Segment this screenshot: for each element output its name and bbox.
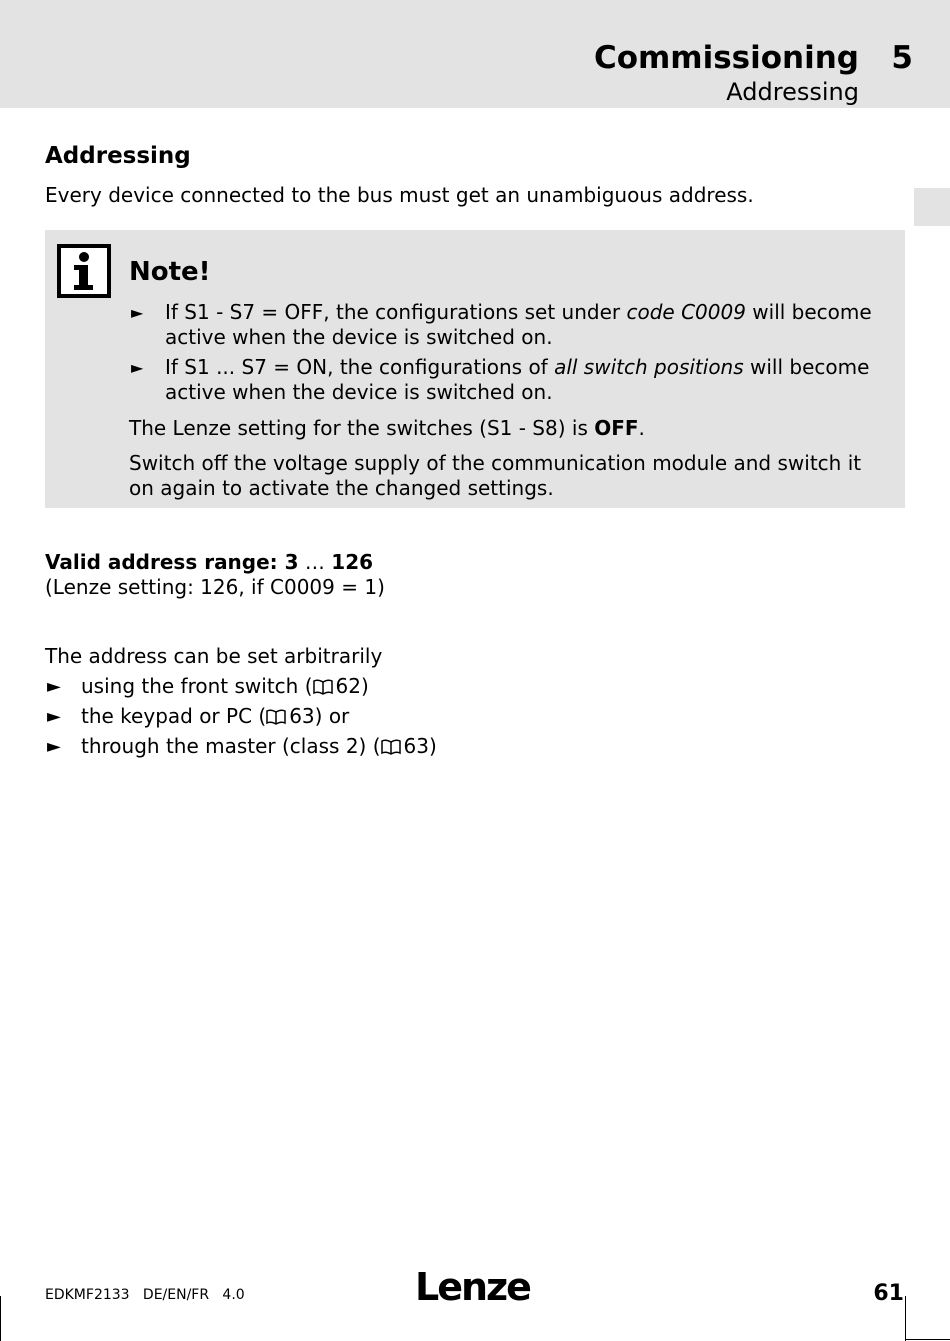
book-reference-icon: [381, 739, 401, 755]
address-methods-list: [45, 673, 437, 763]
chapter-number: 5: [891, 40, 913, 76]
chapter-subtitle: Addressing: [726, 78, 859, 106]
address-lenze-setting: (Lenze setting: 126, if C0009 = 1): [45, 575, 385, 599]
book-reference-icon: [313, 679, 333, 695]
chapter-side-tab: [914, 188, 950, 226]
note-switch-off: Switch off the voltage supply of the communication module and switch it on again to activate the changed settings.: [129, 451, 862, 500]
page-reference[interactable]: 62: [335, 674, 361, 698]
section-intro: Every device connected to the bus must get an unambiguous address.: [45, 183, 754, 207]
note-lenze-setting: The Lenze setting for the switches (S1 - S8) is OFF.: [129, 416, 645, 440]
info-icon: [57, 244, 111, 298]
address-range: Valid address range: 3 … 126: [45, 550, 374, 574]
list-item: ► through the master (class 2) ( 63): [47, 734, 437, 758]
triangle-bullet-icon: ►: [131, 303, 144, 322]
address-methods-intro: The address can be set arbitrarily: [45, 644, 383, 668]
triangle-bullet-icon: ►: [47, 676, 61, 697]
list-item: ► using the front switch ( 62): [47, 674, 369, 698]
section-heading: Addressing: [45, 143, 191, 169]
crop-mark: [905, 1339, 950, 1340]
page-reference[interactable]: 63: [403, 734, 429, 758]
note-box: [45, 230, 905, 508]
lenze-logo: Lenze: [415, 1265, 530, 1309]
book-reference-icon: [266, 709, 286, 725]
chapter-title: Commissioning: [593, 40, 859, 76]
note-item: ► If S1 - S7 = OFF, the configurations set under code C0009 will become active when the device is switched on.: [131, 300, 872, 349]
footer-doc-id: EDKMF2133 DE/EN/FR 4.0: [45, 1287, 245, 1303]
crop-mark: [905, 1296, 906, 1341]
crop-mark: [0, 1296, 1, 1341]
page-reference[interactable]: 63: [289, 704, 315, 728]
note-item: ► If S1 ... S7 = ON, the configurations of all switch positions will become active when the device is switched on.: [131, 355, 870, 404]
triangle-bullet-icon: ►: [47, 706, 61, 727]
note-title: Note!: [129, 257, 211, 287]
page-number: 61: [873, 1281, 904, 1306]
triangle-bullet-icon: ►: [131, 358, 144, 377]
triangle-bullet-icon: ►: [47, 736, 61, 757]
note-list: [131, 300, 891, 410]
list-item: ► the keypad or PC ( 63) or: [47, 704, 350, 728]
